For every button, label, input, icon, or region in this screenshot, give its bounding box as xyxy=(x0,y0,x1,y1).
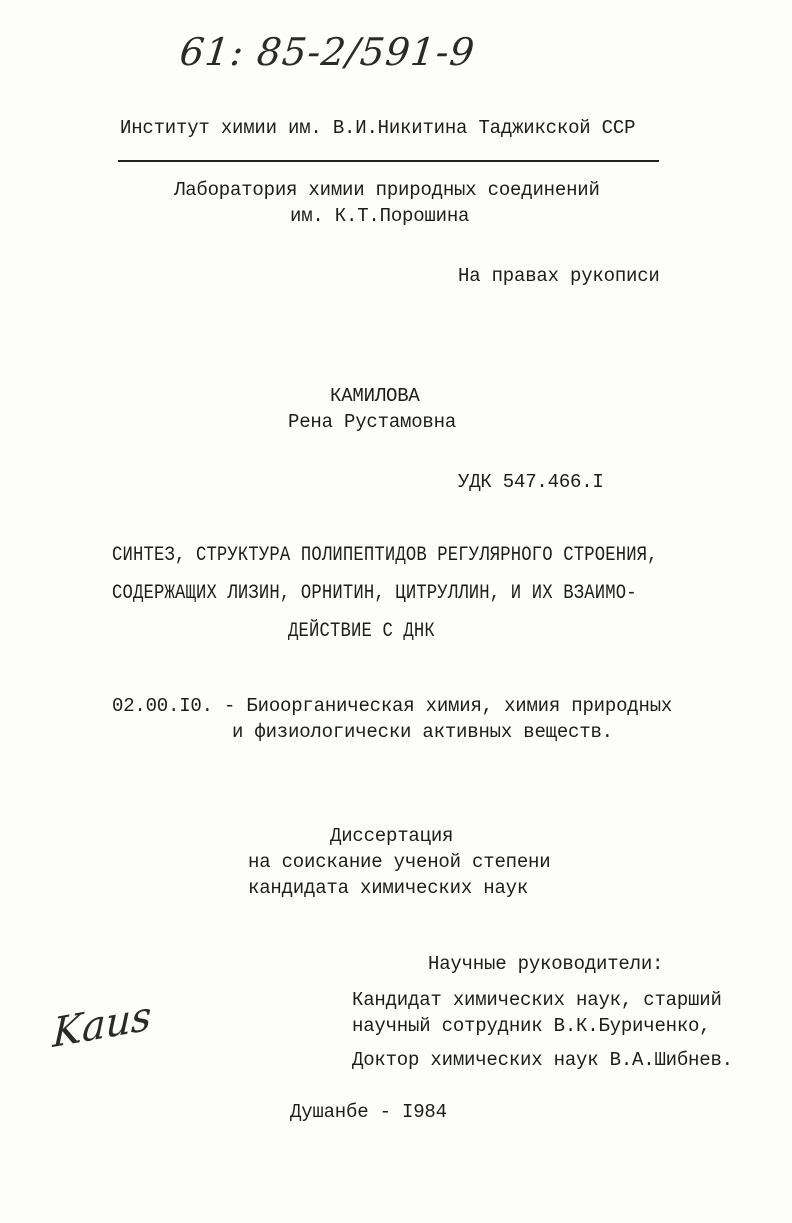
degree-line-1: Диссертация xyxy=(330,825,454,847)
laboratory-line-1: Лаборатория химии природных соединений xyxy=(174,179,600,201)
udc-code: УДК 547.466.I xyxy=(458,471,604,493)
supervisor-line-2: научный сотрудник В.К.Буриченко, xyxy=(352,1015,711,1037)
rights-notice: На правах рукописи xyxy=(458,265,660,287)
specialty-line-2: и физиологически активных веществ. xyxy=(232,721,613,743)
author-surname: КАМИЛОВА xyxy=(330,385,420,407)
laboratory-line-2: им. К.Т.Порошина xyxy=(290,205,470,227)
degree-line-3: кандидата химических наук xyxy=(248,877,529,899)
thesis-title-line-2: СОДЕРЖАЩИХ ЛИЗИН, ОРНИТИН, ЦИТРУЛЛИН, И ИХ ВЗАИМО- xyxy=(112,582,637,605)
place-and-year: Душанбе - I984 xyxy=(290,1101,447,1123)
degree-line-2: на соискание ученой степени xyxy=(248,851,551,873)
handwritten-signature: Kaus xyxy=(51,992,153,1058)
specialty-line-1: 02.00.I0. - Биоорганическая химия, химия природных xyxy=(112,695,673,717)
archive-mark: 61: 85-2/591-9 xyxy=(177,30,478,74)
supervisor-line-1: Кандидат химических наук, старший xyxy=(352,989,722,1011)
header-divider xyxy=(118,160,659,162)
institute-name: Институт химии им. В.И.Никитина Таджикской ССР xyxy=(120,117,636,139)
thesis-title-line-1: СИНТЕЗ, СТРУКТУРА ПОЛИПЕПТИДОВ РЕГУЛЯРНОГО СТРОЕНИЯ, xyxy=(112,544,658,567)
supervisor-line-3: Доктор химических наук В.А.Шибнев. xyxy=(352,1049,733,1071)
author-given-names: Рена Рустамовна xyxy=(288,411,457,433)
thesis-title-line-3: ДЕЙСТВИЕ С ДНК xyxy=(288,620,435,643)
supervisors-heading: Научные руководители: xyxy=(428,953,664,975)
